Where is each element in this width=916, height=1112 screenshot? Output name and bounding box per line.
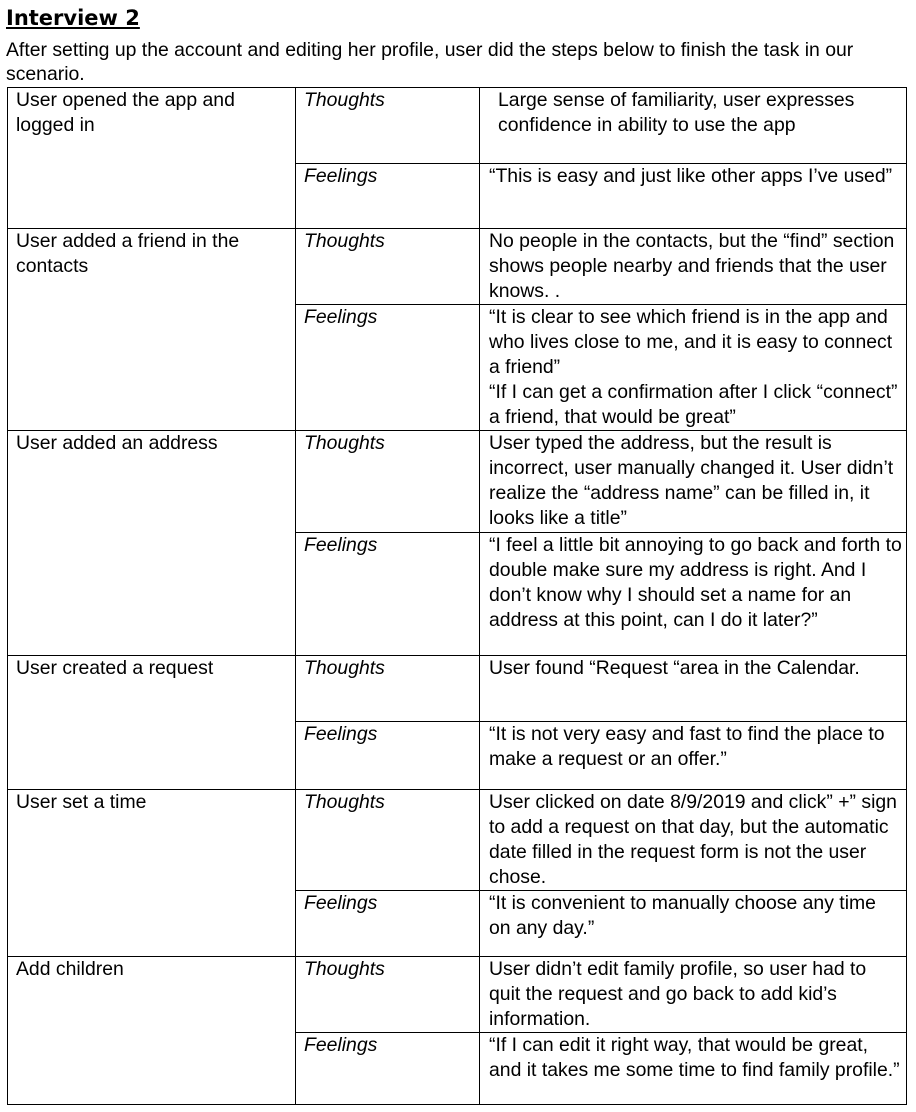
thoughts-text: No people in the contacts, but the “find” section shows people nearby and friends that the user knows. . [480,229,907,305]
page-title: Interview 2 [6,6,140,30]
table-row [8,790,907,891]
thoughts-label: Thoughts [296,957,480,1033]
thoughts-text: User typed the address, but the result is incorrect, user manually changed it. User didn’t realize the “address name” can be filled in, it looks like a title” [480,431,907,533]
feelings-text: “This is easy and just like other apps I’ve used” [480,164,907,229]
table-row [8,88,907,164]
feelings-label: Feelings [296,722,480,790]
thoughts-text: User found “Request “area in the Calendar. [480,656,907,722]
table-row [8,431,907,533]
thoughts-text: User clicked on date 8/9/2019 and click” +” sign to add a request on that day, but the automatic date filled in the request form is not the user chose. [480,790,907,891]
feelings-label: Feelings [296,305,480,431]
step-cell: User set a time [8,790,296,957]
table-row [8,957,907,1033]
step-cell: User added an address [8,431,296,656]
thoughts-text: User didn’t edit family profile, so user had to quit the request and go back to add kid’s information. [480,957,907,1033]
feelings-text: “It is convenient to manually choose any time on any day.” [480,891,907,957]
intro-paragraph: After setting up the account and editing her profile, user did the steps below to finish the task in our scenario. [6,39,854,85]
feelings-label: Feelings [296,164,480,229]
feelings-text: “It is not very easy and fast to find the place to make a request or an offer.” [480,722,907,790]
step-cell: Add children [8,957,296,1105]
table-row [8,229,907,305]
thoughts-text: Large sense of familiarity, user expresses confidence in ability to use the app [480,88,907,164]
thoughts-label: Thoughts [296,229,480,305]
feelings-label: Feelings [296,891,480,957]
step-cell: User added a friend in the contacts [8,229,296,431]
feelings-label: Feelings [296,1033,480,1105]
thoughts-label: Thoughts [296,790,480,891]
step-cell: User created a request [8,656,296,790]
interview-table [7,87,907,1105]
table-row [8,656,907,722]
thoughts-label: Thoughts [296,656,480,722]
feelings-text-part: “If I can get a confirmation after I click “connect” a friend, that would be great” [489,381,898,428]
feelings-text [480,305,907,431]
thoughts-label: Thoughts [296,88,480,164]
feelings-text-part: “It is clear to see which friend is in the app and who lives close to me, and it is easy to connect a friend” [489,306,893,378]
step-cell: User opened the app and logged in [8,88,296,229]
feelings-text: “I feel a little bit annoying to go back and forth to double make sure my address is right. And I don’t know why I should set a name for an address at this point, can I do it later?” [480,533,907,656]
feelings-text: “If I can edit it right way, that would be great, and it takes me some time to find family profile.” [480,1033,907,1105]
thoughts-label: Thoughts [296,431,480,533]
feelings-label: Feelings [296,533,480,656]
